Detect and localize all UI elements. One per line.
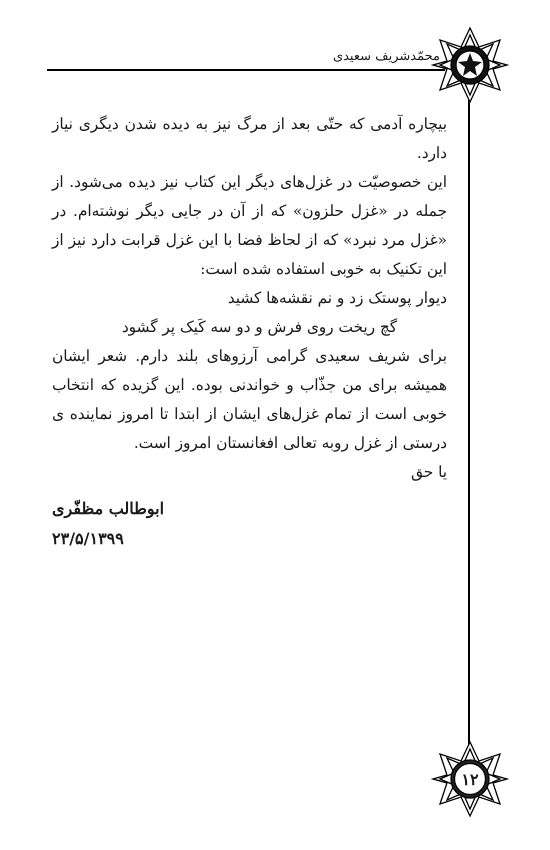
signature-name: ابوطالب مظفّری	[52, 499, 165, 518]
text-line: همیشه برای من جذّاب و خواندنی بوده. این گزیده که انتخاب	[52, 376, 447, 394]
text-line: دارد.	[416, 144, 447, 162]
closing-line: یا حق	[411, 463, 447, 481]
signature-block	[52, 494, 447, 554]
body-text	[52, 110, 447, 487]
vertical-margin-rule	[468, 100, 470, 760]
text-line: بیچاره آدمی که حتّی بعد از مرگ نیز به دیده شدن دیگری نیاز	[52, 115, 447, 133]
header-rule	[47, 69, 445, 71]
text-line: برای شریف سعیدی گرامی آرزوهای بلند دارم. شعر ایشان	[52, 347, 447, 365]
page-number: ۱۲	[461, 769, 479, 789]
text-line: درستی از غزل روبه تعالی افغانستان امروز است.	[133, 434, 447, 452]
running-header-author: محمّدشریف سعیدی	[332, 49, 440, 64]
text-line: «غزل مرد نبرد» که از لحاظ فضا با این غزل قرابت دارد نیز از	[52, 231, 447, 249]
text-line: جمله در «غزل حلزون» که از آن در جایی دیگر نوشته‌ام. در	[52, 202, 447, 220]
text-line: خوبی است از تمام غزل‌های ایشان از ابتدا تا امروز نماینده ی	[52, 405, 447, 423]
text-line: این تکنیک به خوبی استفاده شده است:	[200, 260, 447, 278]
signature-date: ۲۳/۵/۱۳۹۹	[52, 529, 124, 548]
decorative-star-ornament-icon	[431, 26, 509, 104]
text-line: این خصوصیّت در غزل‌های دیگر این کتاب نیز دیده می‌شود. از	[52, 173, 447, 191]
poem-verse-line: دیوار پوستک زد و نم نقشه‌ها کشید	[227, 289, 447, 307]
poem-verse-line: گچ ریخت روی فرش و دو سه کَیک پر گشود	[121, 318, 397, 336]
